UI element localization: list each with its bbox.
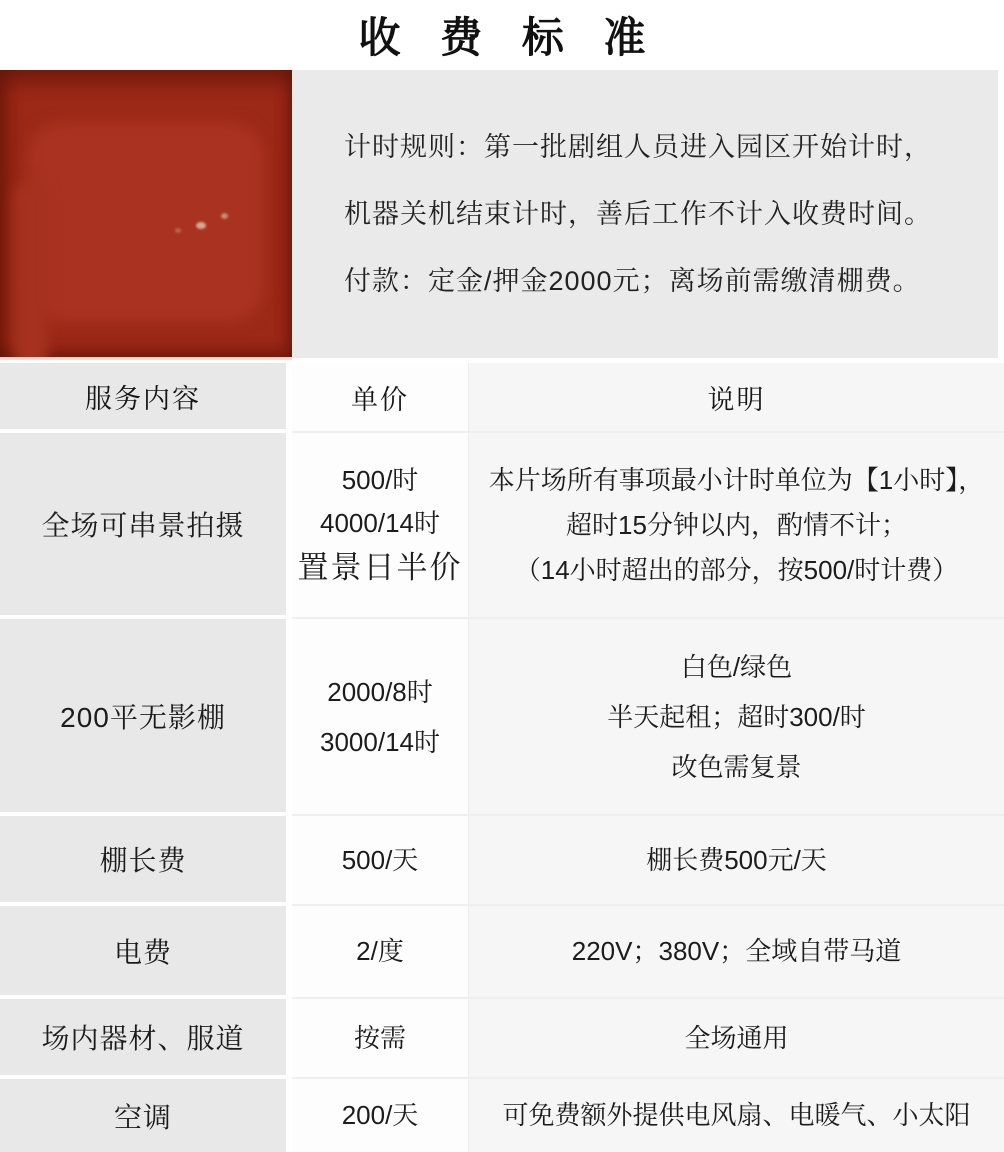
desc-cell (469, 619, 1004, 816)
timing-rule-line: 计时规则：第一批剧组人员进入园区开始计时， (344, 132, 932, 162)
price-line: 200/天 (341, 1100, 419, 1130)
price-cell (292, 1079, 469, 1152)
redacted-logo-block (0, 70, 292, 360)
service-cell: 全场可串景拍摄 (0, 433, 292, 619)
price-line: 按需 (353, 1022, 406, 1053)
redaction-smear (28, 122, 264, 322)
price-line: 2/度 (356, 936, 404, 966)
price-line: 4000/14时 (320, 508, 440, 538)
paint-speck (175, 228, 181, 233)
desc-line: 半天起租；超时300/时 (607, 701, 866, 732)
desc-cell (469, 1079, 1004, 1152)
desc-cell (469, 433, 1004, 619)
paint-speck (196, 222, 206, 229)
timing-rule-line: 机器关机结束计时，善后工作不计入收费时间。 (344, 199, 932, 229)
price-line: 2000/8时 (327, 676, 433, 707)
service-cell: 场内器材、服道 (0, 999, 292, 1079)
desc-line: 可免费额外提供电风扇、电暖气、小太阳 (502, 1100, 971, 1130)
price-cell (292, 999, 469, 1079)
service-cell: 棚长费 (0, 816, 292, 906)
paint-speck (221, 213, 228, 219)
price-cell (292, 816, 469, 906)
price-cell (292, 433, 469, 619)
price-cell (292, 906, 469, 999)
desc-line: 全场通用 (684, 1022, 789, 1053)
price-line: 置景日半价 (297, 550, 463, 585)
page-title: 收 费 标 准 (358, 14, 660, 61)
price-line: 500/时 (341, 465, 419, 495)
timing-rules-panel (292, 70, 998, 358)
price-line: 500/天 (341, 844, 419, 875)
desc-line: 棚长费500元/天 (646, 844, 827, 875)
desc-line: 改色需复景 (671, 751, 802, 782)
service-cell: 200平无影棚 (0, 619, 292, 816)
desc-line: 超时15分钟以内，酌情不计； (566, 509, 907, 540)
desc-cell (469, 999, 1004, 1079)
fee-table (0, 363, 1004, 1152)
header-service: 服务内容 (0, 363, 292, 433)
price-line: 3000/14时 (320, 726, 440, 757)
desc-line: 220V；380V；全域自带马道 (571, 936, 902, 966)
redaction-streak (14, 180, 48, 360)
desc-cell (469, 906, 1004, 999)
desc-line: 白色/绿色 (680, 651, 793, 682)
desc-line: （14小时超出的部分，按500/时计费） (514, 554, 959, 585)
title-bar (0, 0, 1004, 70)
payment-rule-line: 付款：定金/押金2000元；离场前需缴清棚费。 (344, 266, 921, 296)
header-unit-price: 单价 (292, 363, 469, 433)
desc-line: 本片场所有事项最小计时单位为【1小时】， (488, 464, 985, 495)
service-cell: 电费 (0, 906, 292, 999)
price-cell (292, 619, 469, 816)
header-description: 说明 (469, 363, 1004, 433)
desc-cell (469, 816, 1004, 906)
service-cell: 空调 (0, 1079, 292, 1152)
